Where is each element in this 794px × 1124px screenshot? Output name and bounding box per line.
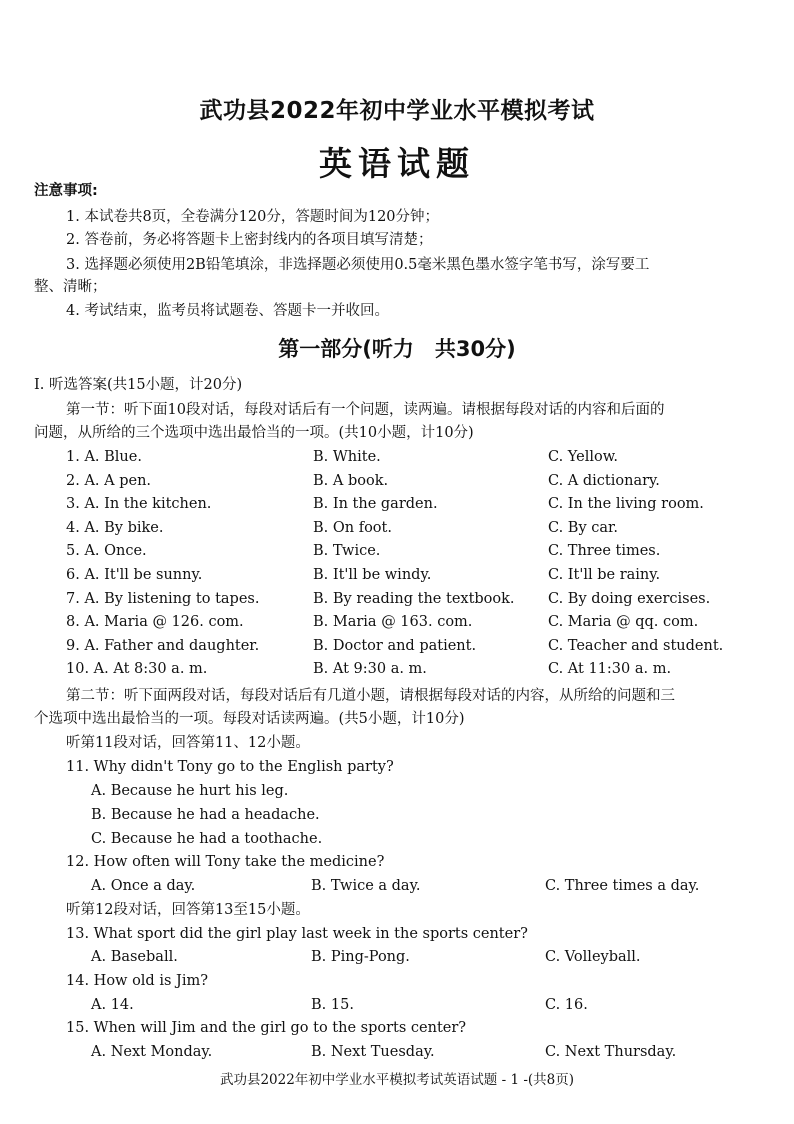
question-14-option-b: B. 15. bbox=[311, 997, 354, 1013]
question-12-option-b: B. Twice a day. bbox=[311, 878, 421, 894]
question-1-option-b: B. White. bbox=[313, 449, 381, 465]
question-13-option-c: C. Volleyball. bbox=[545, 949, 641, 965]
question-11-option-b: B. Because he had a headache. bbox=[91, 807, 320, 823]
notice-item-3-cont: 整、清晰； bbox=[34, 279, 107, 295]
question-7-option-b: B. By reading the textbook. bbox=[313, 590, 515, 607]
question-10-option-c: C. At 11:30 a. m. bbox=[548, 661, 672, 678]
question-15-option-a: A. Next Monday. bbox=[91, 1044, 213, 1060]
notice-item-1: 1. 本试卷共8页，全卷满分120分，答题时间为120分钟； bbox=[66, 209, 440, 225]
question-10-option-a: 10. A. At 8:30 a. m. bbox=[66, 661, 208, 678]
question-5-option-c: C. Three times. bbox=[548, 543, 661, 560]
question-6-option-a: 6. A. It'll be sunny. bbox=[66, 567, 203, 583]
question-14-option-c: C. 16. bbox=[545, 997, 588, 1013]
question-row-1 bbox=[0, 448, 794, 468]
question-2-option-a: 2. A. A pen. bbox=[66, 472, 152, 489]
question-2-option-b: B. A book. bbox=[313, 472, 389, 489]
question-6-option-c: C. It'll be rainy. bbox=[548, 567, 661, 583]
question-8-option-b: B. Maria @ 163. com. bbox=[313, 614, 473, 631]
question-10-option-b: B. At 9:30 a. m. bbox=[313, 661, 427, 678]
question-7-option-a: 7. A. By listening to tapes. bbox=[66, 590, 260, 607]
question-12-option-a: A. Once a day. bbox=[91, 878, 196, 894]
question-14-option-a: A. 14. bbox=[91, 997, 134, 1013]
question-9-option-b: B. Doctor and patient. bbox=[313, 637, 477, 654]
section-heading: Ⅰ. 听选答案(共15小题，计20分) bbox=[34, 377, 243, 393]
question-row-7 bbox=[0, 590, 794, 610]
question-11-option-c: C. Because he had a toothache. bbox=[91, 831, 323, 847]
question-4-option-c: C. By car. bbox=[548, 519, 618, 536]
question-13-option-b: B. Ping-Pong. bbox=[311, 949, 410, 965]
question-11-option-a: A. Because he hurt his leg. bbox=[91, 783, 289, 799]
dialog-12-instruction: 听第12段对话，回答第13至15小题。 bbox=[66, 902, 310, 918]
question-14: 14. How old is Jim? bbox=[66, 973, 208, 989]
exam-subject-title: 英语试题 bbox=[319, 144, 475, 183]
question-8-option-c: C. Maria @ qq. com. bbox=[548, 614, 699, 631]
question-1-option-c: C. Yellow. bbox=[548, 449, 618, 465]
question-8-option-a: 8. A. Maria @ 126. com. bbox=[66, 614, 244, 631]
question-3-option-a: 3. A. In the kitchen. bbox=[66, 496, 212, 513]
exam-title: 武功县2022年初中学业水平模拟考试 bbox=[199, 98, 595, 124]
question-13: 13. What sport did the girl play last week in the sports center? bbox=[66, 926, 528, 942]
section1-intro: 第一节：听下面10段对话，每段对话后有一个问题，读两遍。请根据每段对话的内容和后面的 bbox=[66, 402, 665, 418]
question-4-option-b: B. On foot. bbox=[313, 519, 392, 536]
question-5-option-b: B. Twice. bbox=[313, 543, 381, 560]
question-4-option-a: 4. A. By bike. bbox=[66, 519, 164, 536]
question-15-option-b: B. Next Tuesday. bbox=[311, 1044, 435, 1060]
part-title: 第一部分(听力 共30分) bbox=[278, 337, 516, 361]
question-2-option-c: C. A dictionary. bbox=[548, 472, 660, 489]
notice-item-2: 2. 答卷前，务必将答题卡上密封线内的各项目填写清楚； bbox=[66, 232, 433, 248]
dialog-11-instruction: 听第11段对话，回答第11、12小题。 bbox=[66, 735, 310, 751]
question-3-option-c: C. In the living room. bbox=[548, 496, 704, 513]
notice-item-3: 3. 选择题必须使用2B铅笔填涂，非选择题必须使用0.5毫米黑色墨水签字笔书写，涂写要工 bbox=[66, 257, 650, 273]
question-6-option-b: B. It'll be windy. bbox=[313, 567, 432, 583]
question-15-option-c: C. Next Thursday. bbox=[545, 1044, 677, 1060]
question-row-4 bbox=[0, 519, 794, 539]
question-13-option-a: A. Baseball. bbox=[91, 949, 178, 965]
notice-item-4: 4. 考试结束，监考员将试题卷、答题卡一并收回。 bbox=[66, 303, 389, 319]
question-7-option-c: C. By doing exercises. bbox=[548, 590, 711, 607]
notice-heading: 注意事项: bbox=[34, 183, 98, 199]
question-row-3 bbox=[0, 495, 794, 515]
question-5-option-a: 5. A. Once. bbox=[66, 543, 147, 560]
section1-intro-cont: 问题，从所给的三个选项中选出最恰当的一项。(共10小题，计10分) bbox=[34, 425, 474, 441]
question-3-option-b: B. In the garden. bbox=[313, 496, 438, 513]
question-9-option-a: 9. A. Father and daughter. bbox=[66, 637, 260, 654]
question-1-option-a: 1. A. Blue. bbox=[66, 449, 142, 465]
question-row-10 bbox=[0, 660, 794, 680]
section2-intro-cont: 个选项中选出最恰当的一项。每段对话读两遍。(共5小题，计10分) bbox=[34, 711, 465, 727]
question-12: 12. How often will Tony take the medicine? bbox=[66, 854, 385, 870]
question-row-6 bbox=[0, 566, 794, 586]
question-row-2 bbox=[0, 472, 794, 492]
question-row-8 bbox=[0, 613, 794, 633]
page-footer: 武功县2022年初中学业水平模拟考试英语试题 - 1 -(共8页) bbox=[219, 1072, 575, 1088]
question-12-option-c: C. Three times a day. bbox=[545, 878, 700, 894]
question-row-5 bbox=[0, 542, 794, 562]
question-11: 11. Why didn't Tony go to the English party? bbox=[66, 759, 394, 775]
section2-intro: 第二节：听下面两段对话，每段对话后有几道小题，请根据每段对话的内容，从所给的问题和三 bbox=[66, 688, 675, 704]
question-9-option-c: C. Teacher and student. bbox=[548, 637, 724, 654]
question-row-9 bbox=[0, 637, 794, 657]
question-15: 15. When will Jim and the girl go to the sports center? bbox=[66, 1020, 467, 1036]
